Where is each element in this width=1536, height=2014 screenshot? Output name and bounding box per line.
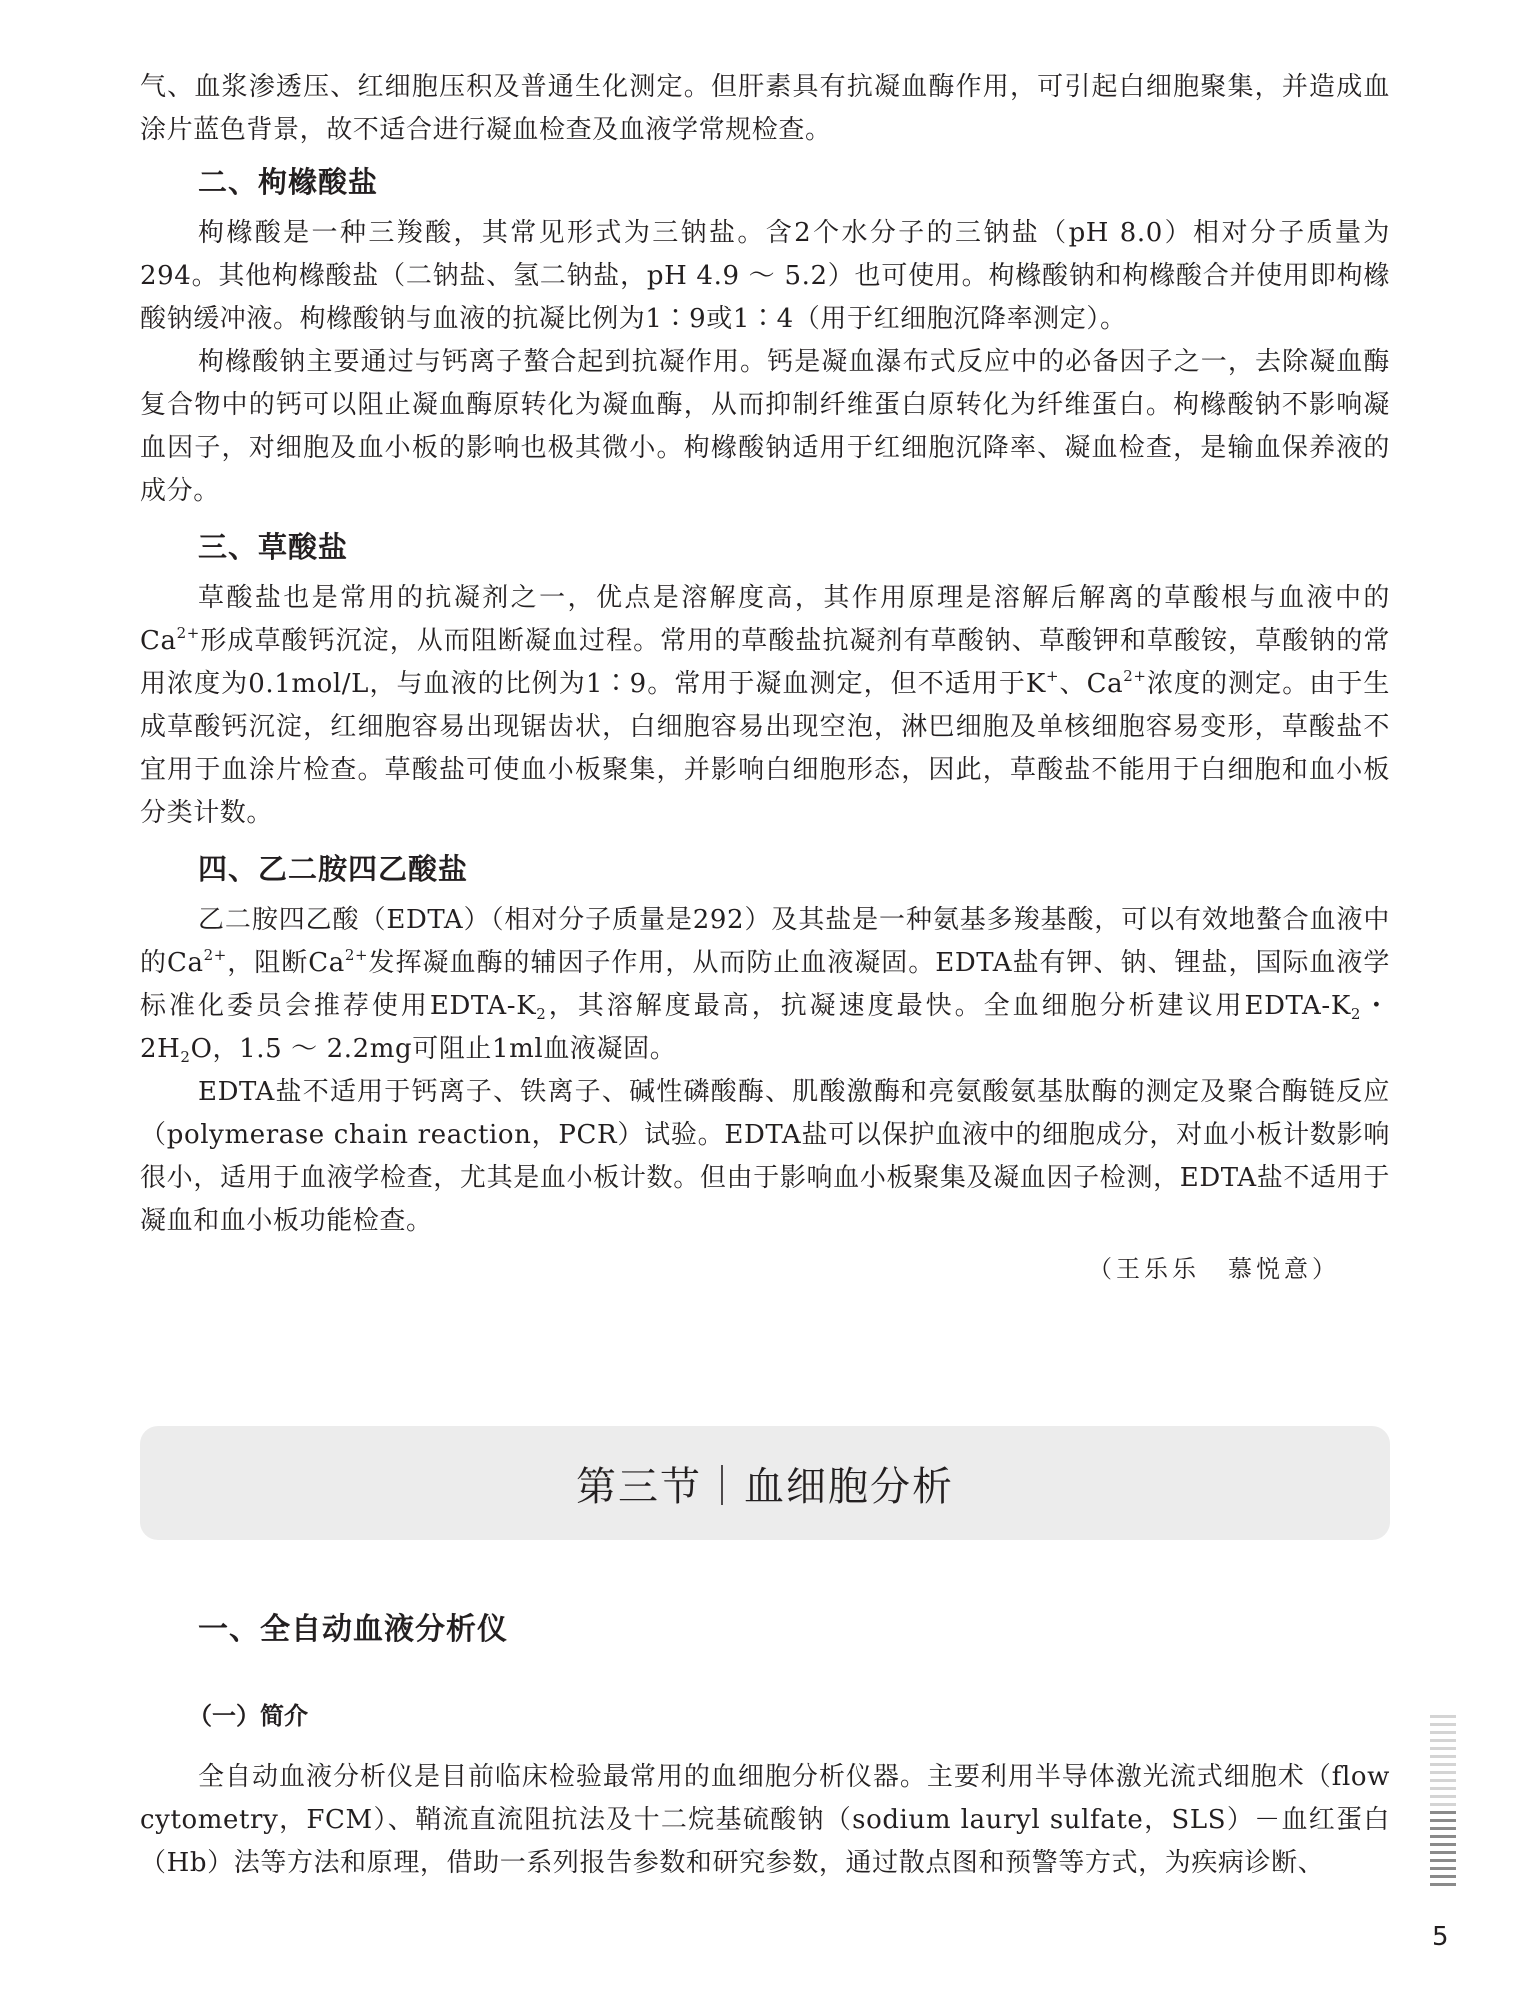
heading-oxalate: 三、草酸盐 (198, 530, 349, 564)
oxalate-text-b: 形成草酸钙沉淀，从而阻断凝血过程。常用的草酸盐抗凝剂有草酸钠、草酸钾和草酸铵，草酸钠的常用浓度为0.1mol/L，与血液的比例为1∶9。常用于凝血测定，但不适用于K (140, 626, 1390, 699)
subscript-h2: 2 (180, 1048, 191, 1066)
edta-text-d: ，其溶解度最高，抗凝速度最快。全血细胞分析建议用EDTA-K (546, 991, 1351, 1021)
edta-text-c: 发挥凝血酶的辅因子作用，从而防止血液凝固。EDTA盐有钾、钠、锂盐，国际血液学标准化委员会推荐使用EDTA-K (140, 948, 1390, 1021)
superscript-ca-charge-2: 2+ (1123, 667, 1147, 685)
subscript-k2-2: 2 (1350, 1005, 1361, 1023)
heading-analyzer: 一、全自动血液分析仪 (198, 1612, 508, 1647)
subsection-heading-wrap (140, 1698, 1390, 1734)
section-title: 第三节｜血细胞分析 (576, 1463, 954, 1510)
paragraph-heparin-cont: 气、血浆渗透压、红细胞压积及普通生化测定。但肝素具有抗凝血酶作用，可引起白细胞聚集，并造成血涂片蓝色背景，故不适合进行凝血检查及血液学常规检查。 (140, 72, 1390, 145)
paragraph-edta-1 (140, 899, 1390, 1071)
heading-edta: 四、乙二胺四乙酸盐 (198, 852, 469, 886)
main-text-column (140, 66, 1390, 1289)
heading-citrate: 二、枸橼酸盐 (198, 165, 379, 199)
page-number: 5 (1432, 1922, 1449, 1952)
oxalate-text-d: 浓度的测定。由于生成草酸钙沉淀，红细胞容易出现锯齿状，白细胞容易出现空泡，淋巴细胞及单核细胞容易变形，草酸盐不宜用于血涂片检查。草酸盐可使血小板聚集，并影响白细胞形态，因此，草酸盐不能用于白细胞和血小板分类计数。 (140, 669, 1390, 828)
paragraph-analyzer-intro: 全自动血液分析仪是目前临床检验最常用的血细胞分析仪器。主要利用半导体激光流式细胞术（flow cytometry，FCM）、鞘流直流阻抗法及十二烷基硫酸钠（sodium lauryl sulfate，SLS）－血红蛋白（Hb）法等方法和原理，借助一系列报告参数和研究参数，通过散点图和预警等方式，为疾病诊断、 (140, 1762, 1390, 1878)
heading-intro: （一）简介 (188, 1702, 308, 1730)
oxalate-text-a: 草酸盐也是常用的抗凝剂之一，优点是溶解度高，其作用原理是溶解后解离的草酸根与血液中的Ca (140, 583, 1390, 656)
edta-text-a: 乙二胺四乙酸（EDTA）（相对分子质量是292）及其盐是一种氨基多羧基酸，可以有效地螯合血液中的Ca (140, 905, 1390, 978)
author-signature: （王乐乐 慕悦意） (1088, 1255, 1340, 1283)
page-edge-tick-marks (1430, 1715, 1456, 1891)
paragraph-citrate-1: 枸橼酸是一种三羧酸，其常见形式为三钠盐。含2个水分子的三钠盐（pH 8.0）相对分子质量为294。其他枸橼酸盐（二钠盐、氢二钠盐，pH 4.9 ～ 5.2）也可使用。枸橼酸钠和枸橼酸合并使用即枸橼酸钠缓冲液。枸橼酸钠与血液的抗凝比例为1∶9或1∶4（用于红细胞沉降率测定）。 (140, 218, 1390, 334)
subscript-k2-1: 2 (536, 1005, 547, 1023)
oxalate-text-c: 、Ca (1059, 669, 1124, 699)
edta-text-b: ，阻断Ca (226, 948, 345, 978)
edta-text-f: O，1.5 ～ 2.2mg可阻止1ml血液凝固。 (190, 1034, 677, 1064)
superscript-ca-charge-1: 2+ (176, 624, 200, 642)
edta-text-e: ・2H (140, 991, 1390, 1064)
paragraph-oxalate (140, 577, 1390, 835)
section3-body (140, 1756, 1390, 1885)
superscript-k-charge: + (1045, 667, 1060, 685)
paragraph-citrate-2: 枸橼酸钠主要通过与钙离子螯合起到抗凝作用。钙是凝血瀑布式反应中的必备因子之一，去除凝血酶复合物中的钙可以阻止凝血酶原转化为凝血酶，从而抑制纤维蛋白原转化为纤维蛋白。枸橼酸钠不影响凝血因子，对细胞及血小板的影响也极其微小。枸橼酸钠适用于红细胞沉降率、凝血检查，是输血保养液的成分。 (140, 347, 1390, 506)
superscript-ca-charge-3: 2+ (203, 946, 227, 964)
section3-heading-wrap (140, 1610, 1390, 1650)
section-banner (140, 1426, 1390, 1540)
superscript-ca-charge-4: 2+ (344, 946, 369, 964)
paragraph-edta-2: EDTA盐不适用于钙离子、铁离子、碱性磷酸酶、肌酸激酶和亮氨酸氨基肽酶的测定及聚合酶链反应（polymerase chain reaction，PCR）试验。EDTA盐可以保护血液中的细胞成分，对血小板计数影响很小，适用于血液学检查，尤其是血小板计数。但由于影响血小板聚集及凝血因子检测，EDTA盐不适用于凝血和血小板功能检查。 (140, 1077, 1390, 1236)
